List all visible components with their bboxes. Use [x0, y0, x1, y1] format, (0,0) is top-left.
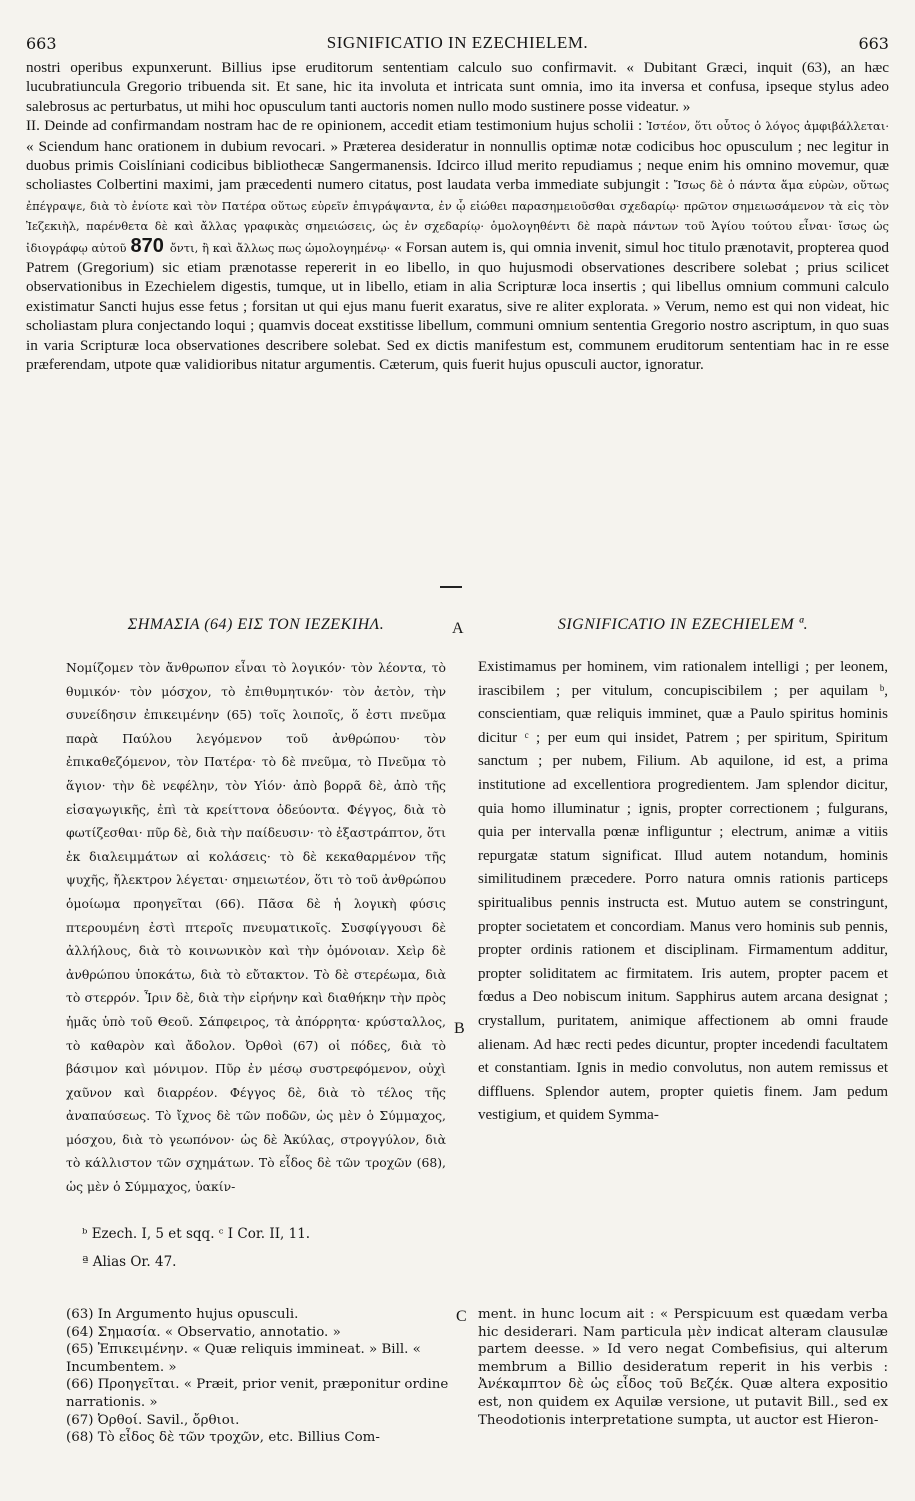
- editor-notes-left: [66, 1306, 451, 1447]
- note-66: (66) Προηγεῖται. « Præit, prior venit, præponitur ordine narrationis. »: [66, 1377, 449, 1410]
- scripture-reference: ᵇ Ezech. I, 5 et sqq. ᶜ I Cor. II, 11.: [82, 1226, 311, 1242]
- margin-column-number: 870: [130, 234, 164, 257]
- scholion-greek-long: Ἴσως δὲ ὁ πάντα ἅμα εὑρὼν, οὕτως ἐπέγραψε, διὰ τὸ ἐνίοτε καὶ τὸν Πατέρα οὕτως εὑρεῖν ἐπιγράψαντα, ἐν ᾧ εἰώθει παρασημειοῦσθαι σχεδαρίῳ· πρῶτον σημειωσάμενον τὰ εἰς τὸν Ἰεζεκιὴλ, παρένθετα δὲ καὶ ἄλλας γραφικὰς σημειώσεις, ὡς ἐν σχεδαρίῳ· ὁμολογηθέντι δὲ παρὰ πάντων τοῦ Ἁγίου τούτου εἶναι· ἴσως ὡς ἰδιογράφῳ αὐτοῦ: [26, 178, 890, 255]
- latin-column-text: Existimamus per hominem, vim rationalem intelligi ; per leonem, irascibilem ; per vitulum, concupiscibilem ; per aquilam ᵇ, conscientiam, quæ reliquis imminet, quæ a Paulo spiritus hominis dicitur ᶜ ; per eum qui insidet, Patrem ; per spiritum, Spiritum sanctum ; per nubem, Filium. Ab aquilone, id est, a prima institutione ad excellentiora progredientem. Jam splendor dicitur, quia homo illuminatur ; ignis, propter correctionem ; fulgurans, quia per intervalla pœnæ infliguntur ; electrum, animæ a vitiis repurgatæ statum significat. Illud autem notandum, hominis similitudinem præcedere. Porro natura omnis rationis particeps spiritualibus pennis instructa est. Mutuo autem se constringunt, propter societatem et concordiam. Manus vero hominis sub pennis, propter ordinis rationem et disciplinam. Firmamentum additur, propter soliditatem ac firmitatem. Iris autem, propter pacem et fœdus a Deo nobiscum initum. Sapphirus autem arcana designat ; crystallum, puritatem, animique affectionem ab omni fraude alienam. Ad hæc recti pedes dicuntur, propter incedendi facultatem et constantiam. Ignis in medio convolutus, non autem remissus et diffluens. Splendor autem, propter quietis finem. Jam pedum vestigium, et quidem Symma-: [478, 659, 888, 1124]
- greek-column-text: Νομίζομεν τὸν ἄνθρωπον εἶναι τὸ λογικόν· τὸν λέοντα, τὸ θυμικόν· τὸν μόσχον, τὸ ἐπιθυμητικόν· τὸν ἀετὸν, τὴν συνείδησιν ἐπικειμένην (65) τοῖς λοιποῖς, ὅ ἐστι πνεῦμα παρὰ Παύλου λεγόμενον τοῦ ἀνθρώπου· τὸν ἐπικαθεζόμενον, τὸν Πατέρα· τὸ δὲ πνεῦμα, τὸ Πνεῦμα τὸ ἅγιον· τὴν δὲ νεφέλην, τὸν Υἱόν· ἀπὸ βορρᾶ δὲ, ἀπὸ τῆς εἰσαγωγικῆς, ἐπὶ τὰ κρείττονα ὁδεύοντα. Φέγγος, διὰ τὸ φωτίζεσθαι· πῦρ δὲ, διὰ τὴν παίδευσιν· τὸ ἐξαστράπτον, ὅτι ἐκ διαλειμμάτων αἱ κολάσεις· τὸ δὲ κεκαθαρμένον τῆς ψυχῆς, ἤλεκτρον λέγεται· σημειωτέον, ὅτι τὸ τοῦ ἀνθρώπου ὁμοίωμα προηγεῖται (66). Πᾶσα δὲ ἡ λογικὴ φύσις πτερουμένη ἐστὶ πτεροῖς πνευματικοῖς. Συσφίγγουσι δὲ ἀλλήλους, διὰ τὸ κοινωνικὸν καὶ τὴν ὁμόνοιαν. Χεὶρ δὲ ἀνθρώπου ὑποκάτω, διὰ τὸ εὔτακτον. Τὸ δὲ στερέωμα, διὰ τὸ στερρόν. Ἶριν δὲ, διὰ τὴν εἰρήνην καὶ διαθήκην τὴν πρὸς ἡμᾶς ὑπὸ τοῦ Θεοῦ. Σάπφειρος, τὰ ἀπόρρητα· κρύσταλλος, τὸ καθαρὸν καὶ ἄδολον. Ὀρθοὶ (67) οἱ πόδες, διὰ τὸ βάσιμον καὶ μόνιμον. Πῦρ ἐν μέσῳ συστρεφόμενον, οὐχὶ χαῦνον καὶ διαρρέον. Φέγγος δὲ, διὰ τὸ τέλος τῆς ἀναπαύσεως. Τὸ ἴχνος δὲ τῶν ποδῶν, ὡς μὲν ὁ Σύμμαχος, μόσχου, διὰ τὸ γεωπόνον· ὡς δὲ Ἀκύλας, στρογγύλον, διὰ τὸ κάλλιστον τῶν σχημάτων. Τὸ εἶδος δὲ τῶν τροχῶν (68), ὡς μὲν ὁ Σύμμαχος, ὑακίν-: [66, 660, 446, 1195]
- scholion-greek-end: ὄντι, ἢ καὶ ἄλλως πως ὡμολογημένῳ·: [169, 240, 391, 255]
- scripture-footnotes: [82, 1223, 452, 1273]
- note-68: (68) Τὸ εἶδος δὲ τῶν τροχῶν, etc. Billius Com-: [66, 1430, 380, 1446]
- column-marker-a: A: [452, 620, 464, 637]
- alias-note: ª Alias Or. 47.: [82, 1254, 177, 1270]
- running-title: SIGNIFICATIO IN EZECHIELEM.: [326, 33, 589, 52]
- intro-text: [26, 58, 889, 375]
- left-page-number: 663: [26, 33, 57, 53]
- section-divider: [440, 586, 462, 588]
- para2-part-c: « Forsan autem is, qui omnia invenit, simul hoc titulo prænotavit, propterea quod Patrem (Gregorium) sic etiam prænotasse repererit in eo libello, in quo hujusmodi observationes describere solebat ; prius scilicet observationibus in Ezechielem digestis, tumque, ut in libello, etiam in alia Scripturæ loca insertis ; qui libellus omnium communi calculo existimatur Sancti hujus esse fetus ; forsitan ut qui ejus manu fuerit exaratus, sive re aliter explorata. » Verum, nemo est qui non videat, hic scholiastam plura conjectando loqui ; quamvis doceat exstitisse libellum, communi omnium sententia Gregorio nostro ascriptum, in quo suas in varia Scripturæ loca observationes describere solebat. Sed ex dictis manifestum est, communem eruditorum sententiam hac in re esse præferendam, utpote quæ validioribus nitatur argumentis. Cæterum, quis fuerit hujus opusculi auctor, ignoratur.: [26, 238, 890, 374]
- greek-column: [66, 616, 446, 1199]
- note-65: (65) Ἐπικειμένην. « Quæ reliquis immineat. » Bill. « Incumbentem. »: [66, 1342, 421, 1375]
- note-67: (67) Ὀρθοί. Savil., ὄρθιοι.: [66, 1412, 240, 1428]
- para2-part-b: « Sciendum hanc orationem in dubium revocari. » Præterea desideratur in nonnullis optimæ notæ codicibus hoc opusculum ; nec legitur in duobus primis Coislíniani codicibus bibliothecæ Sangermanensis. Idcirco illud merito repudiamus ; neque enim his omnino movemur, quæ scholiastes Colbertini maximi, jam præcedenti numero citatus, post laudata verba immediate subjungit :: [26, 137, 889, 194]
- latin-column: [478, 616, 888, 1128]
- column-marker-c: C: [456, 1308, 467, 1325]
- note-64: (64) Σημασία. « Observatio, annotatio. »: [66, 1324, 341, 1340]
- note-68-continuation: ment. in hunc locum ait : « Perspicuum est quædam verba hic desiderari. Nam particula μὲν indicat alteram clausulæ partem deesse. » Id vero negat Combefisius, qui alterum membrum a Billio desideratum reperit in his verbis : Ἀνέκαμπτον δὲ ὡς εἶδος τοῦ Βεζέκ. Quæ altera expositio est, non quidem ex Aquilæ versione, ut putavit Bill., sed ex Theodotionis interpretatione sumpta, ut auctor est Hieron-: [478, 1307, 888, 1428]
- para2-part-a: II. Deinde ad confirmandam nostram hac de re opinionem, accedit etiam testimonium hujus scholii :: [26, 117, 643, 135]
- column-marker-b: B: [454, 1020, 465, 1037]
- editor-notes-right: [478, 1306, 888, 1429]
- intro-paragraph-2: [26, 116, 889, 374]
- right-page-number: 663: [858, 33, 889, 53]
- latin-column-title: SIGNIFICATIO IN EZECHIELEM ª.: [557, 616, 809, 633]
- running-header: [26, 32, 889, 54]
- intro-paragraph-1: nostri operibus expunxerunt. Billius ipse eruditorum sententiam calculo suo confirmavit. « Dubitant Græci, inquit (63), an hæc lucubratiuncula Gregorio tribuenda sit. Et sane, hic ita involuta et intricata sunt omnia, imo ita inversa et confusa, ipseque stylus adeo salebrosus ac perturbatus, ut mihi hoc opusculum tanti auctoris nomen nullo modo sustinere posse videatur. »: [26, 59, 889, 115]
- note-63: (63) In Argumento hujus opusculi.: [66, 1307, 299, 1322]
- scholion-greek: Ἰστέον, ὅτι οὗτος ὁ λόγος ἀμφιβάλλεται·: [646, 119, 889, 134]
- greek-column-title: ΣΗΜΑΣΙΑ (64) ΕΙΣ ΤΟΝ ΙΕΖΕΚΙΗΛ.: [127, 616, 385, 633]
